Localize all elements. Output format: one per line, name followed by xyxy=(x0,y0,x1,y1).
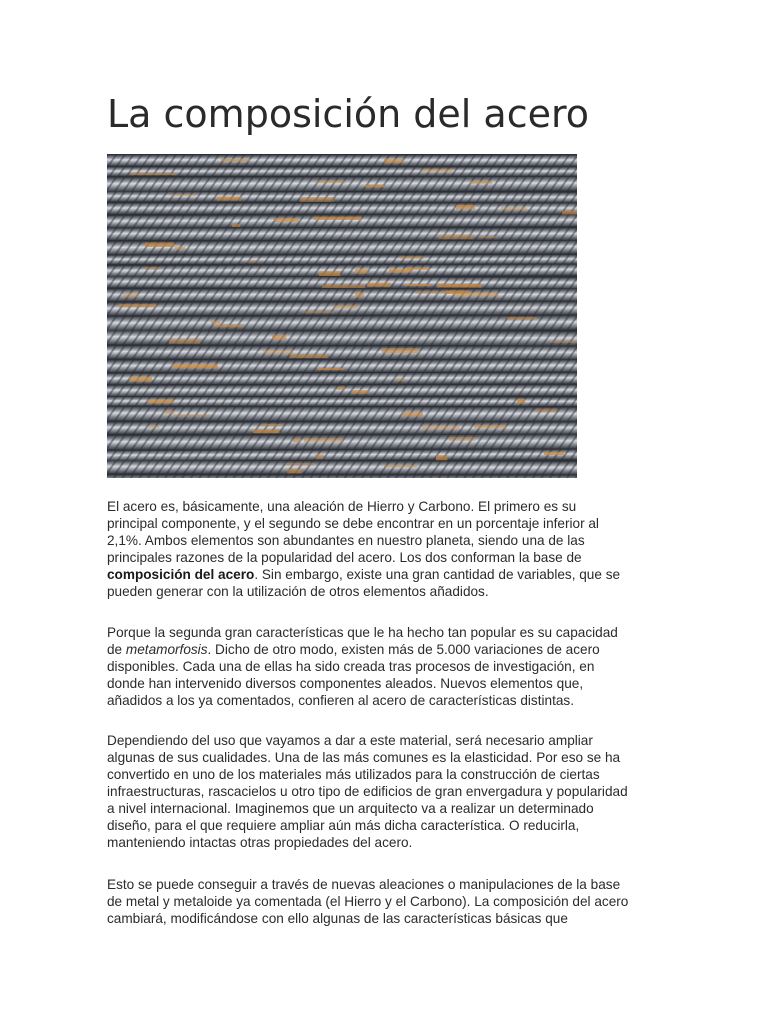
rebar xyxy=(107,422,577,434)
rebar xyxy=(107,276,577,288)
paragraph-line: Esto se puede conseguir a través de nuevas aleaciones o manipulaciones de la base xyxy=(107,877,621,892)
paragraph-line: principal componente, y el segundo se debe encontrar en un porcentaje inferior al xyxy=(107,516,599,531)
rebar xyxy=(107,460,577,474)
paragraph-2 xyxy=(107,624,618,709)
rebar xyxy=(107,289,577,301)
paragraph-3 xyxy=(107,732,628,851)
paragraph-line: Porque la segunda gran características que le ha hecho tan popular es su capacidad xyxy=(107,625,618,640)
bold-phrase: composición del acero xyxy=(107,567,255,582)
steel-rebar-image xyxy=(107,154,577,478)
rebar xyxy=(107,385,577,397)
paragraph-text: . Sin embargo, existe una gran cantidad de variables, que se xyxy=(254,567,621,582)
rebar xyxy=(107,302,577,316)
rebar xyxy=(107,177,577,192)
rebar xyxy=(107,330,577,345)
rebar xyxy=(107,434,577,449)
rebar xyxy=(107,360,577,372)
rebar xyxy=(107,155,577,166)
document-title: La composición del acero xyxy=(107,92,590,136)
paragraph-line: cambiará, modificándose con ello algunas de las características básicas que xyxy=(107,911,568,926)
italic-term: metamorfosis xyxy=(125,642,208,657)
paragraph-line: 2,1%. Ambos elementos son abundantes en nuestro planeta, siendo una de las xyxy=(107,533,585,548)
rebar xyxy=(107,373,577,385)
rebar xyxy=(107,214,577,227)
steel-rebar-photo xyxy=(107,154,577,478)
paragraph-line xyxy=(107,641,618,658)
rebar xyxy=(107,228,577,240)
rebar xyxy=(107,241,577,255)
paragraph-line: convertido en uno de los materiales más utilizados para la construcción de ciertas xyxy=(107,767,600,782)
paragraph-line: añadidos a los ya comentados, confieren al acero de características distintas. xyxy=(107,693,574,708)
paragraph-line: manteniendo intactas otras propiedades del acero. xyxy=(107,835,413,850)
paragraph-text: de xyxy=(107,642,126,657)
paragraph-line: El acero es, básicamente, una aleación de Hierro y Carbono. El primero es su xyxy=(107,499,577,514)
paragraph-line: disponibles. Cada una de ellas ha sido creada tras procesos de investigación, en xyxy=(107,659,595,674)
paragraph-line: de metal y metaloide ya comentada (el Hierro y el Carbono). La composición del acero xyxy=(107,894,629,909)
rebar xyxy=(107,346,577,360)
rebar xyxy=(107,203,577,215)
paragraph-line xyxy=(107,566,620,583)
paragraph-line: algunas de sus cualidades. Una de las más comunes es la elasticidad. Por eso se ha xyxy=(107,750,621,765)
rebar xyxy=(107,449,577,461)
paragraph-line: diseño, para el que requiere ampliar aún más dicha característica. O reducirla, xyxy=(107,818,580,833)
rebar xyxy=(107,191,577,202)
paragraph-line: a nivel internacional. Imaginemos que un arquitecto va a realizar un determinado xyxy=(107,801,594,816)
paragraph-4 xyxy=(107,876,628,927)
paragraph-line: pueden generar con la utilización de otros elementos añadidos. xyxy=(107,584,489,599)
paragraph-line: donde han intervenido diversos componentes aleados. Nuevos elementos que, xyxy=(107,676,584,691)
rebar xyxy=(107,264,577,276)
paragraph-line: infraestructuras, rascacielos u otro tipo de edificios de gran envergadura y popularidad xyxy=(107,784,628,799)
paragraph-text: . Dicho de otro modo, existen más de 5.000 variaciones de acero xyxy=(207,642,600,657)
rebar xyxy=(107,255,577,264)
rebar xyxy=(107,167,577,176)
rebar xyxy=(107,475,577,478)
paragraph-1 xyxy=(107,498,620,600)
rebar xyxy=(107,315,577,330)
rebar xyxy=(107,397,577,406)
paragraph-line: Dependiendo del uso que vayamos a dar a este material, será necesario ampliar xyxy=(107,733,593,748)
paragraph-line: principales razones de la popularidad del acero. Los dos conforman la base de xyxy=(107,550,582,565)
rebar xyxy=(107,407,577,422)
